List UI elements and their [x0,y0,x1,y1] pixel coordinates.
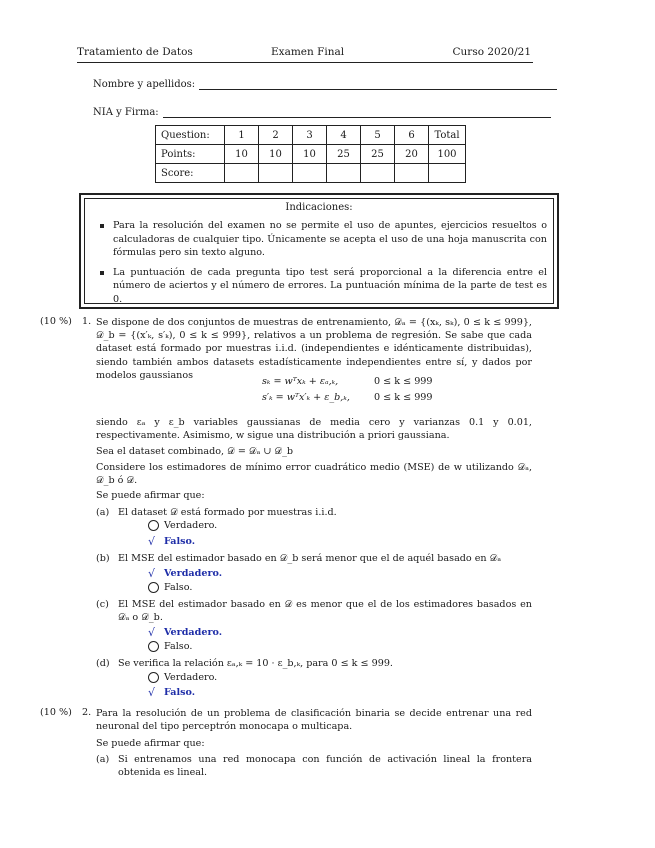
q2-number: 2. [82,707,92,718]
checkmark-icon: √ [148,567,156,580]
points-cell: 10 [259,145,293,164]
q1d-option-false[interactable] [148,686,195,699]
name-label: Nombre y apellidos: [93,79,196,90]
q1-paragraph-5: Se puede afirmar que: [96,490,205,501]
subquestion-text: El dataset 𝒟 está formado por muestras i.i.d. [118,507,337,518]
option-label-correct: Falso. [164,687,196,698]
row-label: Score: [156,164,225,183]
question-number: 1 [225,126,259,145]
option-label-correct: Falso. [164,536,196,547]
equation-condition: 0 ≤ k ≤ 999 [374,392,433,403]
q1-number: 1. [82,316,92,327]
subquestion-label: (c) [96,599,109,610]
score-cell[interactable] [429,164,466,183]
checkmark-icon: √ [148,686,156,699]
subquestion-label: (d) [96,658,110,669]
nia-line[interactable] [163,116,551,118]
points-cell: 25 [327,145,361,164]
subquestion-text: El MSE del estimador basado en 𝒟_b será menor que el de aquél basado en 𝒟ₐ [118,553,502,564]
q1-paragraph-3: Sea el dataset combinado, 𝒟 = 𝒟ₐ ∪ 𝒟_b [96,446,294,457]
q1-intro: Se dispone de dos conjuntos de muestras de entrenamiento, 𝒟ₐ = {(xₖ, sₖ), 0 ≤ k ≤ 999}, 𝒟_b = {(x′ₖ, s′ₖ), 0 ≤ k ≤ 999}, relativos a un problema de regresión. Se sabe que cada dataset está formado por muestras i.i.d. (independientes e idénticamente distribuidas), siendo también ambos datasets estadísticamente independientes entre sí, y dados por modelos gaussianos [96,317,532,381]
name-line[interactable] [199,88,557,90]
q1-subquestion-c [96,598,532,624]
q1-paragraph-2: siendo εₐ y ε_b variables gaussianas de media cero y varianzas 0.1 y 0.01, respectivamente. Asimismo, w sigue una distribución a priori gaussiana. [96,417,532,442]
academic-year: Curso 2020/21 [452,46,531,58]
radio-icon[interactable] [148,520,159,531]
checkmark-icon: √ [148,626,156,639]
question-number: 3 [293,126,327,145]
list-item: Para la resolución del examen no se permite el uso de apuntes, ejercicios resueltos o calculadoras de cualquier tipo. Únicamente se acepta el uso de una hoja manuscrita con fórmulas pero sin texto alguno. [113,220,547,259]
q1c-option-false[interactable] [148,641,192,652]
q1-subquestion-b [96,552,532,565]
exam-title: Examen Final [271,46,345,58]
score-table [155,125,466,183]
score-cell[interactable] [225,164,259,183]
points-cell: 10 [225,145,259,164]
q1-subquestion-a [96,506,532,519]
q1b-option-true[interactable] [148,567,222,580]
option-label: Falso. [164,641,193,652]
q1c-option-true[interactable] [148,626,222,639]
question-number: 5 [361,126,395,145]
q1-weight: (10 %) [40,316,72,327]
question-number: 4 [327,126,361,145]
points-cell: 25 [361,145,395,164]
q1d-option-true[interactable] [148,672,217,683]
radio-icon[interactable] [148,641,159,652]
checkmark-icon: √ [148,535,156,548]
nia-label: NIA y Firma: [93,107,159,118]
q2-subquestion-a [96,753,532,779]
table-row [156,164,466,183]
option-label: Falso. [164,582,193,593]
row-label: Points: [156,145,225,164]
subquestion-label: (a) [96,507,110,518]
instructions-list [85,219,553,307]
instructions-inner [84,198,554,304]
q2-weight: (10 %) [40,707,72,718]
page-header [77,46,533,63]
instructions-title: Indicaciones: [285,202,353,213]
q2-paragraph-2: Se puede afirmar que: [96,738,205,749]
list-item: La puntuación de cada pregunta tipo test será proporcional a la diferencia entre el número de aciertos y el número de errores. La puntuación mínima de la parte de test es 0. [113,266,547,305]
row-label: Question: [156,126,225,145]
score-cell[interactable] [395,164,429,183]
equation-condition: 0 ≤ k ≤ 999 [374,376,433,387]
points-total: 100 [429,145,466,164]
option-label: Verdadero. [164,520,218,531]
subquestion-label: (a) [96,754,110,765]
subquestion-text: Si entrenamos una red monocapa con función de activación lineal la frontera obtenida es lineal. [118,754,532,779]
score-cell[interactable] [259,164,293,183]
table-row [156,126,466,145]
score-cell[interactable] [293,164,327,183]
score-cell[interactable] [361,164,395,183]
question-number: 6 [395,126,429,145]
nia-field[interactable] [93,107,551,118]
option-label: Verdadero. [164,672,218,683]
q1-equation-2 [262,392,433,403]
q1b-option-false[interactable] [148,582,192,593]
equation-text: s′ₖ = wᵀx′ₖ + ε_b,ₖ, [262,392,350,403]
q1-paragraph-4: Considere los estimadores de mínimo error cuadrático medio (MSE) de w utilizando 𝒟ₐ, 𝒟_b ó 𝒟. [96,462,532,487]
subquestion-text: Se verifica la relación εₐ,ₖ = 10 · ε_b,ₖ, para 0 ≤ k ≤ 999. [118,658,393,669]
radio-icon[interactable] [148,582,159,593]
subquestion-text: El MSE del estimador basado en 𝒟 es menor que el de los estimadores basados en 𝒟ₐ o 𝒟_b. [118,599,532,624]
q1a-option-false[interactable] [148,535,195,548]
equation-text: sₖ = wᵀxₖ + εₐ,ₖ, [262,376,339,387]
q1a-option-true[interactable] [148,520,217,531]
question-number: 2 [259,126,293,145]
score-cell[interactable] [327,164,361,183]
instructions-box [79,193,559,309]
q1-subquestion-d [96,657,532,670]
name-field[interactable] [93,79,557,90]
option-label-correct: Verdadero. [164,568,223,579]
subquestion-label: (b) [96,553,110,564]
course-name: Tratamiento de Datos [77,46,193,58]
total-header: Total [429,126,466,145]
table-row [156,145,466,164]
q2-intro: Para la resolución de un problema de clasificación binaria se decide entrenar una red neuronal del tipo perceptrón monocapa o multicapa. [96,708,532,733]
radio-icon[interactable] [148,672,159,683]
points-cell: 20 [395,145,429,164]
q1-equation-1 [262,376,433,387]
option-label-correct: Verdadero. [164,627,223,638]
points-cell: 10 [293,145,327,164]
